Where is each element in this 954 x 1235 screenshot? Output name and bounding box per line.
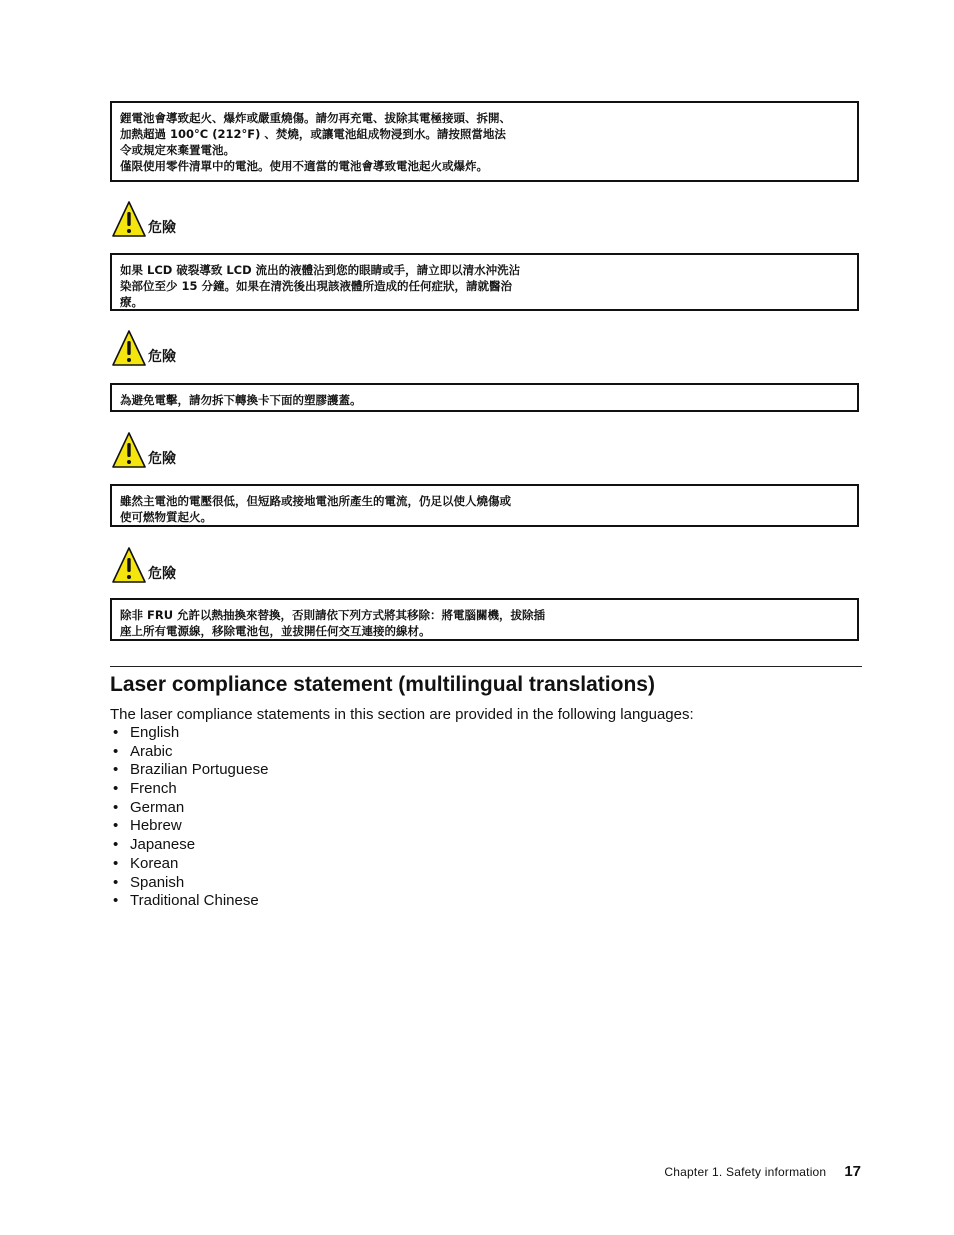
warning-text-line: 使可燃物質起火。 [120,510,212,524]
language-name: Arabic [130,742,173,760]
warning-box-fru [110,598,859,641]
warning-text-line: 座上所有電源線，移除電池包，並拔開任何交互連接的線材。 [120,624,431,638]
danger-notice [111,198,176,238]
warning-text-line: 令或規定來棄置電池。 [120,143,235,157]
bullet: • [113,742,119,760]
language-name: Spanish [130,873,185,891]
section-heading: Laser compliance statement (multilingual translations) [110,673,655,696]
language-list [110,724,268,911]
bullet: • [113,854,119,872]
language-name: Japanese [130,836,196,854]
list-item [110,743,268,762]
warning-box-lcd [110,253,859,311]
warning-text-line: 為避免電擊，請勿拆下轉換卡下面的塑膠護蓋。 [120,393,362,407]
danger-label: 危險 [148,220,176,236]
warning-text-line: 加熱超過 100°C (212°F) 、焚燒，或讓電池組成物浸到水。請按照當地法 [120,127,506,141]
warning-text-line: 僅限使用零件清單中的電池。使用不適當的電池會導致電池起火或爆炸。 [120,159,488,173]
danger-notice [111,429,176,469]
warning-box-lithium-battery [110,101,859,182]
bullet: • [113,873,119,891]
list-item [110,855,268,874]
page-footer [664,1163,861,1180]
list-item [110,836,268,855]
bullet: • [113,780,119,798]
bullet: • [113,798,119,816]
warning-triangle-icon [111,431,147,469]
list-item [110,780,268,799]
warning-text-line: 療。 [120,295,143,309]
warning-text-line: 染部位至少 15 分鐘。如果在清洗後出現該液體所造成的任何症狀，請就醫治 [120,279,513,293]
language-name: Brazilian Portuguese [130,761,269,779]
danger-label: 危險 [148,349,176,365]
bullet: • [113,724,119,741]
warning-triangle-icon [111,546,147,584]
bullet: • [113,892,119,910]
bullet: • [113,761,119,779]
list-item [110,724,268,743]
warning-text-line: 鋰電池會導致起火、爆炸或嚴重燒傷。請勿再充電、拔除其電極接頭、拆開、 [120,111,511,125]
language-name: Hebrew [130,817,182,835]
language-name: English [130,724,180,741]
list-item [110,761,268,780]
list-item [110,874,268,893]
page-number: 17 [844,1163,861,1180]
warning-text-line: 如果 LCD 破裂導致 LCD 流出的液體沾到您的眼睛或手，請立即以清水沖洗沾 [120,263,521,277]
list-item [110,892,268,911]
language-name: French [130,780,177,798]
section-divider [110,666,862,667]
list-item [110,817,268,836]
language-name: Korean [130,854,179,872]
danger-notice [111,544,176,584]
warning-triangle-icon [111,329,147,367]
footer-chapter: Chapter 1. Safety information [664,1165,827,1179]
bullet: • [113,817,119,835]
danger-notice [111,327,176,367]
warning-box-main-battery [110,484,859,527]
warning-text-line: 除非 FRU 允許以熱抽換來替換，否則請依下列方式將其移除：將電腦關機，拔除插 [120,608,546,622]
section-intro: The laser compliance statements in this section are provided in the following languages: [110,706,694,723]
danger-label: 危險 [148,566,176,582]
warning-box-electric-shock [110,383,859,412]
list-item [110,799,268,818]
language-name: Traditional Chinese [130,892,259,910]
danger-label: 危險 [148,451,176,467]
language-name: German [130,798,185,816]
warning-triangle-icon [111,200,147,238]
bullet: • [113,836,119,854]
warning-text-line: 雖然主電池的電壓很低，但短路或接地電池所產生的電流，仍足以使人燒傷或 [120,494,511,508]
